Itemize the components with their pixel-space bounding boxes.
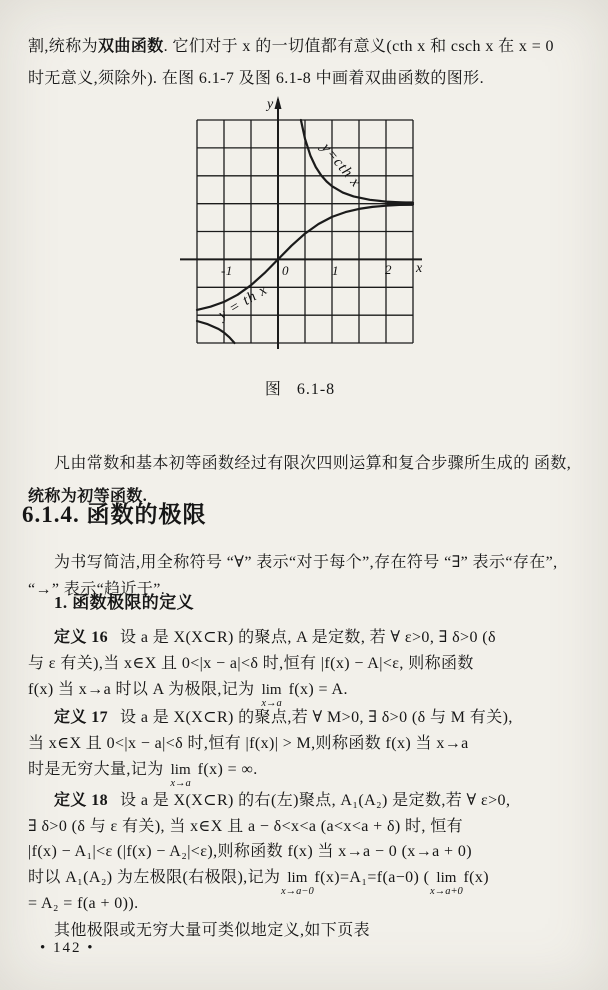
text-line: |f(x) − A₁|<ε (|f(x) − A₂|<ε),则称函数 f(x) 当 x→a − 0 (x→a + 0) xyxy=(28,843,472,860)
text-line: ∃ δ>0 (δ 与 ε 有关), 当 x∈X 且 a − δ<x<a (a<x<a + δ) 时, 恒有 xyxy=(28,817,464,835)
lim-subscript: x→a−0 xyxy=(281,885,314,897)
curve-label-tanh: y = th x xyxy=(215,281,271,324)
text-segment: 时是无穷大量,记为 xyxy=(28,761,164,778)
figure-caption: 图 6.1-8 xyxy=(264,381,336,398)
text-segment: 割,统称为 xyxy=(28,38,99,55)
lim-word: lim xyxy=(436,869,457,886)
tick-label-minus1: -1 xyxy=(221,263,233,278)
limit-notation xyxy=(430,865,463,897)
text-line xyxy=(28,865,510,897)
limit-notation xyxy=(281,865,314,897)
text-segment: 时以 A₁(A₂) 为左极限(右极限),记为 xyxy=(28,868,281,886)
text-line: 为书写简洁,用全称符号 “∀” 表示“对于每个”,存在符号 “∃” 表示“存在”, xyxy=(54,554,558,571)
text-segment: f(x)=A₁=f(a−0) ( xyxy=(314,868,430,886)
term-hyperbolic-functions: 双曲函数 xyxy=(98,38,164,55)
text-line xyxy=(28,31,554,63)
definition-18 xyxy=(28,788,510,917)
y-axis-arrow-icon xyxy=(275,96,282,109)
text-line: 当 x∈X 且 0<|x − a|<δ 时,恒有 |f(x)| > M,则称函数 f(x) 当 x→a xyxy=(28,735,469,752)
limit-notation xyxy=(261,677,282,709)
lim-subscript: x→a+0 xyxy=(430,885,463,897)
curve-coth-negative xyxy=(197,321,235,343)
text-line xyxy=(28,705,513,731)
definition-17 xyxy=(28,705,513,789)
text-line xyxy=(28,625,496,651)
tick-label-1: 1 xyxy=(332,263,339,278)
text-line: 时无意义,须除外). 在图 6.1-7 及图 6.1-8 中画着双曲函数的图形. xyxy=(28,70,484,87)
lim-word: lim xyxy=(170,762,191,778)
text-segment: 设 a 是 X(X⊂R) 的聚点, A 是定数, 若 ∀ ε>0, ∃ δ>0 (δ xyxy=(120,629,496,646)
lim-subscript: x→a xyxy=(170,778,191,789)
definition-18-label: 定义 18 xyxy=(54,792,109,809)
lim-word: lim xyxy=(261,682,282,698)
x-axis-label: x xyxy=(416,261,423,276)
page-number: • 142 • xyxy=(40,940,95,956)
text-line: “→” 表示“趋近于”. xyxy=(28,581,166,598)
text-segment: f(x) 当 x→a 时以 A 为极限,记为 xyxy=(28,681,255,698)
text-segment: 设 a 是 X(X⊂R) 的聚点,若 ∀ M>0, ∃ δ>0 (δ 与 M 有关), xyxy=(120,709,513,726)
text-segment: . 它们对于 x 的一切值都有意义(cth x 和 csch x 在 x = 0 xyxy=(163,38,554,55)
text-segment: 设 a 是 X(X⊂R) 的右(左)聚点, A₁(A₂) 是定数,若 ∀ ε>0, xyxy=(120,792,511,809)
definition-16 xyxy=(28,625,496,709)
paragraph-hyperbolic xyxy=(28,31,554,95)
subheading-limit-definition: 1. 函数极限的定义 xyxy=(54,593,194,612)
hyperbolic-functions-graph xyxy=(175,93,425,355)
text-segment: f(x) xyxy=(463,868,490,886)
text-line xyxy=(28,677,496,709)
lim-subscript: x→a xyxy=(261,698,282,709)
paragraph-closing: 其他极限或无穷大量可类似地定义,如下页表 xyxy=(54,922,371,939)
text-line: 凡由常数和基本初等函数经过有限次四则运算和复合步骤所生成的 函数, xyxy=(54,455,572,472)
y-axis-label: y xyxy=(267,97,274,112)
text-line: = A₂ = f(a + 0)). xyxy=(28,895,139,912)
text-line: 与 ε 有关),当 x∈X 且 0<|x − a|<δ 时,恒有 |f(x) − A|<ε, 则称函数 xyxy=(28,655,474,672)
text-line xyxy=(28,788,510,814)
curve-label-coth: y=cth x xyxy=(317,140,364,191)
section-heading: 6.1.4. 函数的极限 xyxy=(22,502,207,527)
limit-notation xyxy=(170,757,191,789)
text-segment: f(x) = A. xyxy=(288,681,348,698)
definition-16-label: 定义 16 xyxy=(54,629,109,646)
text-line xyxy=(28,757,513,789)
figure-6-1-8 xyxy=(175,93,425,355)
definition-17-label: 定义 17 xyxy=(54,709,109,726)
tick-label-0: 0 xyxy=(282,263,289,278)
text-segment: f(x) = ∞. xyxy=(197,761,258,778)
term-elementary-functions: 统称为初等函数. xyxy=(28,488,148,505)
lim-word: lim xyxy=(287,869,308,886)
tick-label-2: 2 xyxy=(385,262,392,277)
curve-coth-positive xyxy=(301,120,413,203)
